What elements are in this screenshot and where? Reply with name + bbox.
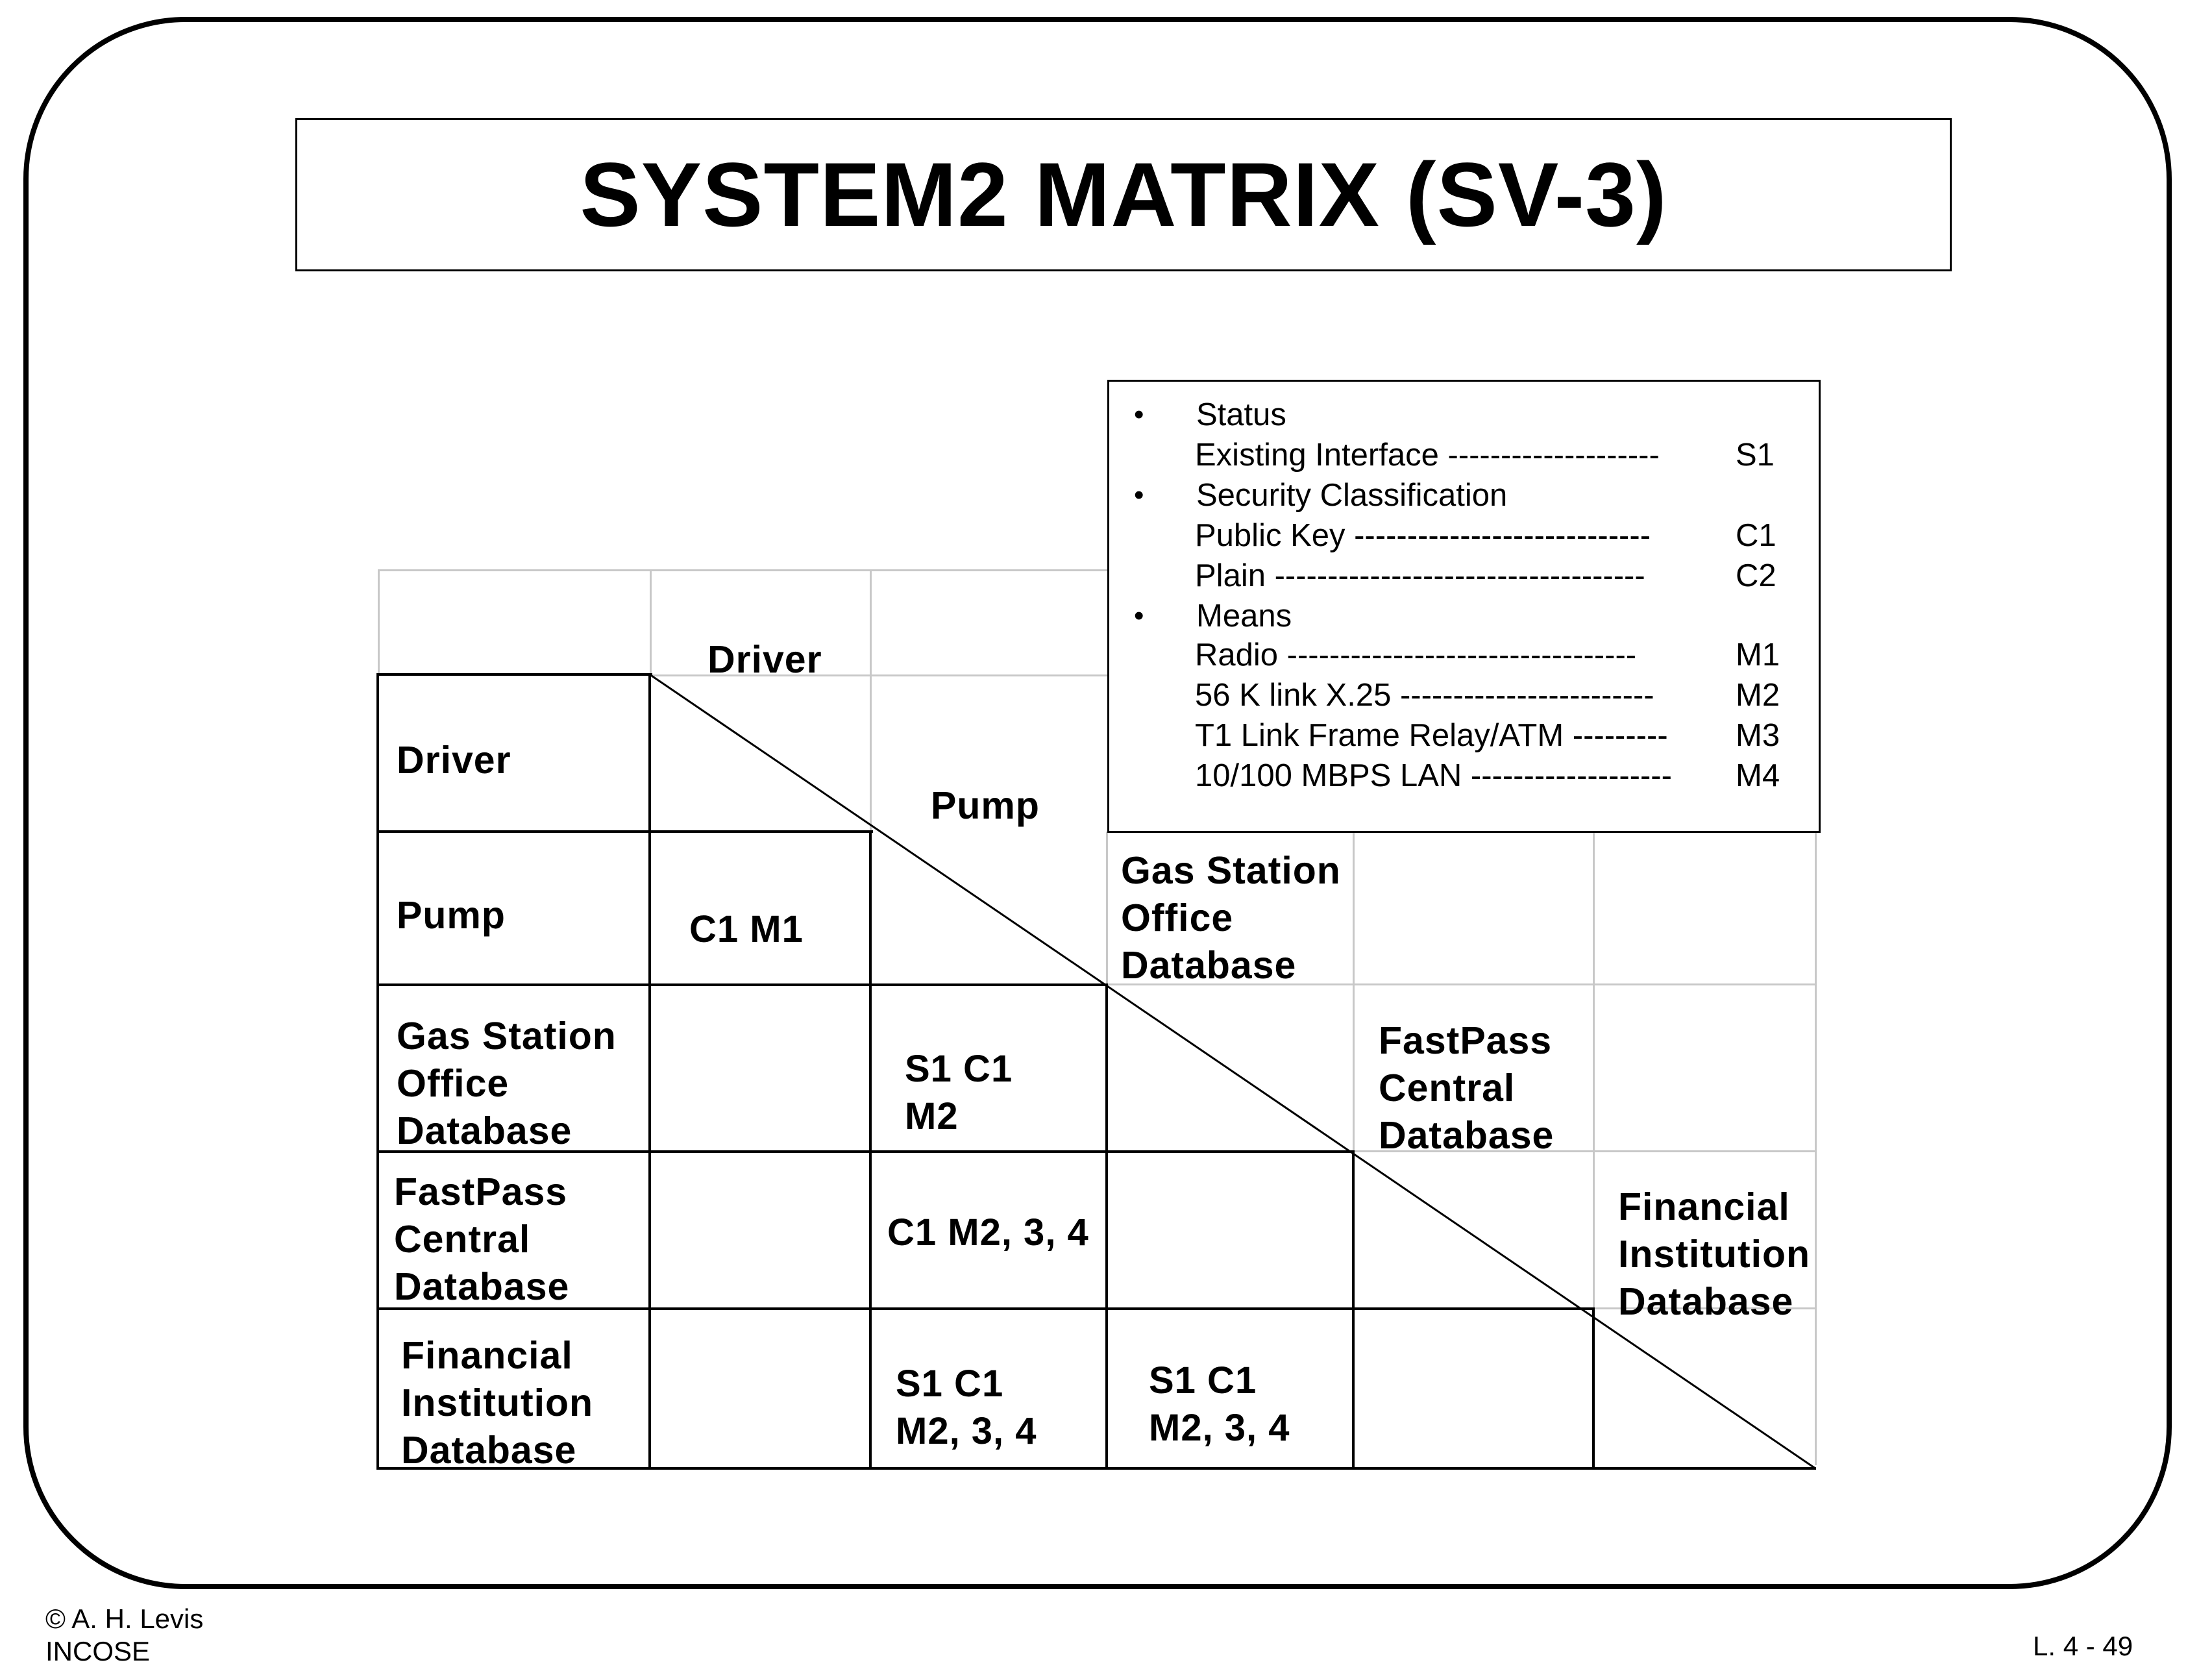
cell-pump-driver: C1 M1 bbox=[689, 908, 804, 950]
row-label-gas-station: Gas Station Office Database bbox=[397, 1015, 617, 1152]
page-title: SYSTEM2 MATRIX (SV-3) bbox=[580, 143, 1667, 245]
legend-item: 56 K link X.25 ------------------------ M2 bbox=[1195, 678, 1780, 713]
cell-fastpass-pump: C1 M2, 3, 4 bbox=[887, 1211, 1089, 1254]
cell-financial-gas: S1 C1 M2, 3, 4 bbox=[1149, 1359, 1290, 1449]
col-label-financial: Financial Institution Database bbox=[1618, 1185, 1811, 1323]
col-label-driver: Driver bbox=[707, 638, 822, 681]
footer-page-number: L. 4 - 49 bbox=[2033, 1631, 2133, 1661]
footer-org: INCOSE bbox=[45, 1636, 151, 1666]
legend-item: Existing Interface -------------------- S1 bbox=[1195, 438, 1775, 473]
cell-gas-pump: S1 C1 M2 bbox=[905, 1048, 1013, 1137]
row-label-pump: Pump bbox=[397, 894, 506, 937]
legend-item: 10/100 MBPS LAN ------------------- M4 bbox=[1195, 758, 1780, 793]
footer-copyright: © A. H. Levis bbox=[45, 1603, 204, 1634]
legend-heading-security: • Security Classification bbox=[1134, 478, 1508, 513]
cell-financial-pump: S1 C1 M2, 3, 4 bbox=[896, 1363, 1037, 1452]
row-label-driver: Driver bbox=[397, 739, 511, 782]
legend-item: T1 Link Frame Relay/ATM --------- M3 bbox=[1195, 718, 1780, 753]
legend-item: Public Key ---------------------------- C1 bbox=[1195, 518, 1776, 553]
legend-item: Plain ----------------------------------- C2 bbox=[1195, 558, 1776, 593]
row-label-financial: Financial Institution Database bbox=[401, 1334, 594, 1472]
col-label-fastpass: FastPass Central Database bbox=[1379, 1019, 1555, 1157]
col-label-pump: Pump bbox=[931, 784, 1040, 827]
col-label-gas-station: Gas Station Office Database bbox=[1121, 849, 1341, 987]
legend-heading-means: • Means bbox=[1134, 599, 1292, 634]
legend-box bbox=[1107, 380, 1821, 833]
legend-heading-status: • Status bbox=[1134, 397, 1286, 432]
row-label-fastpass: FastPass Central Database bbox=[394, 1170, 570, 1308]
legend-item: Radio --------------------------------- M1 bbox=[1195, 637, 1780, 673]
